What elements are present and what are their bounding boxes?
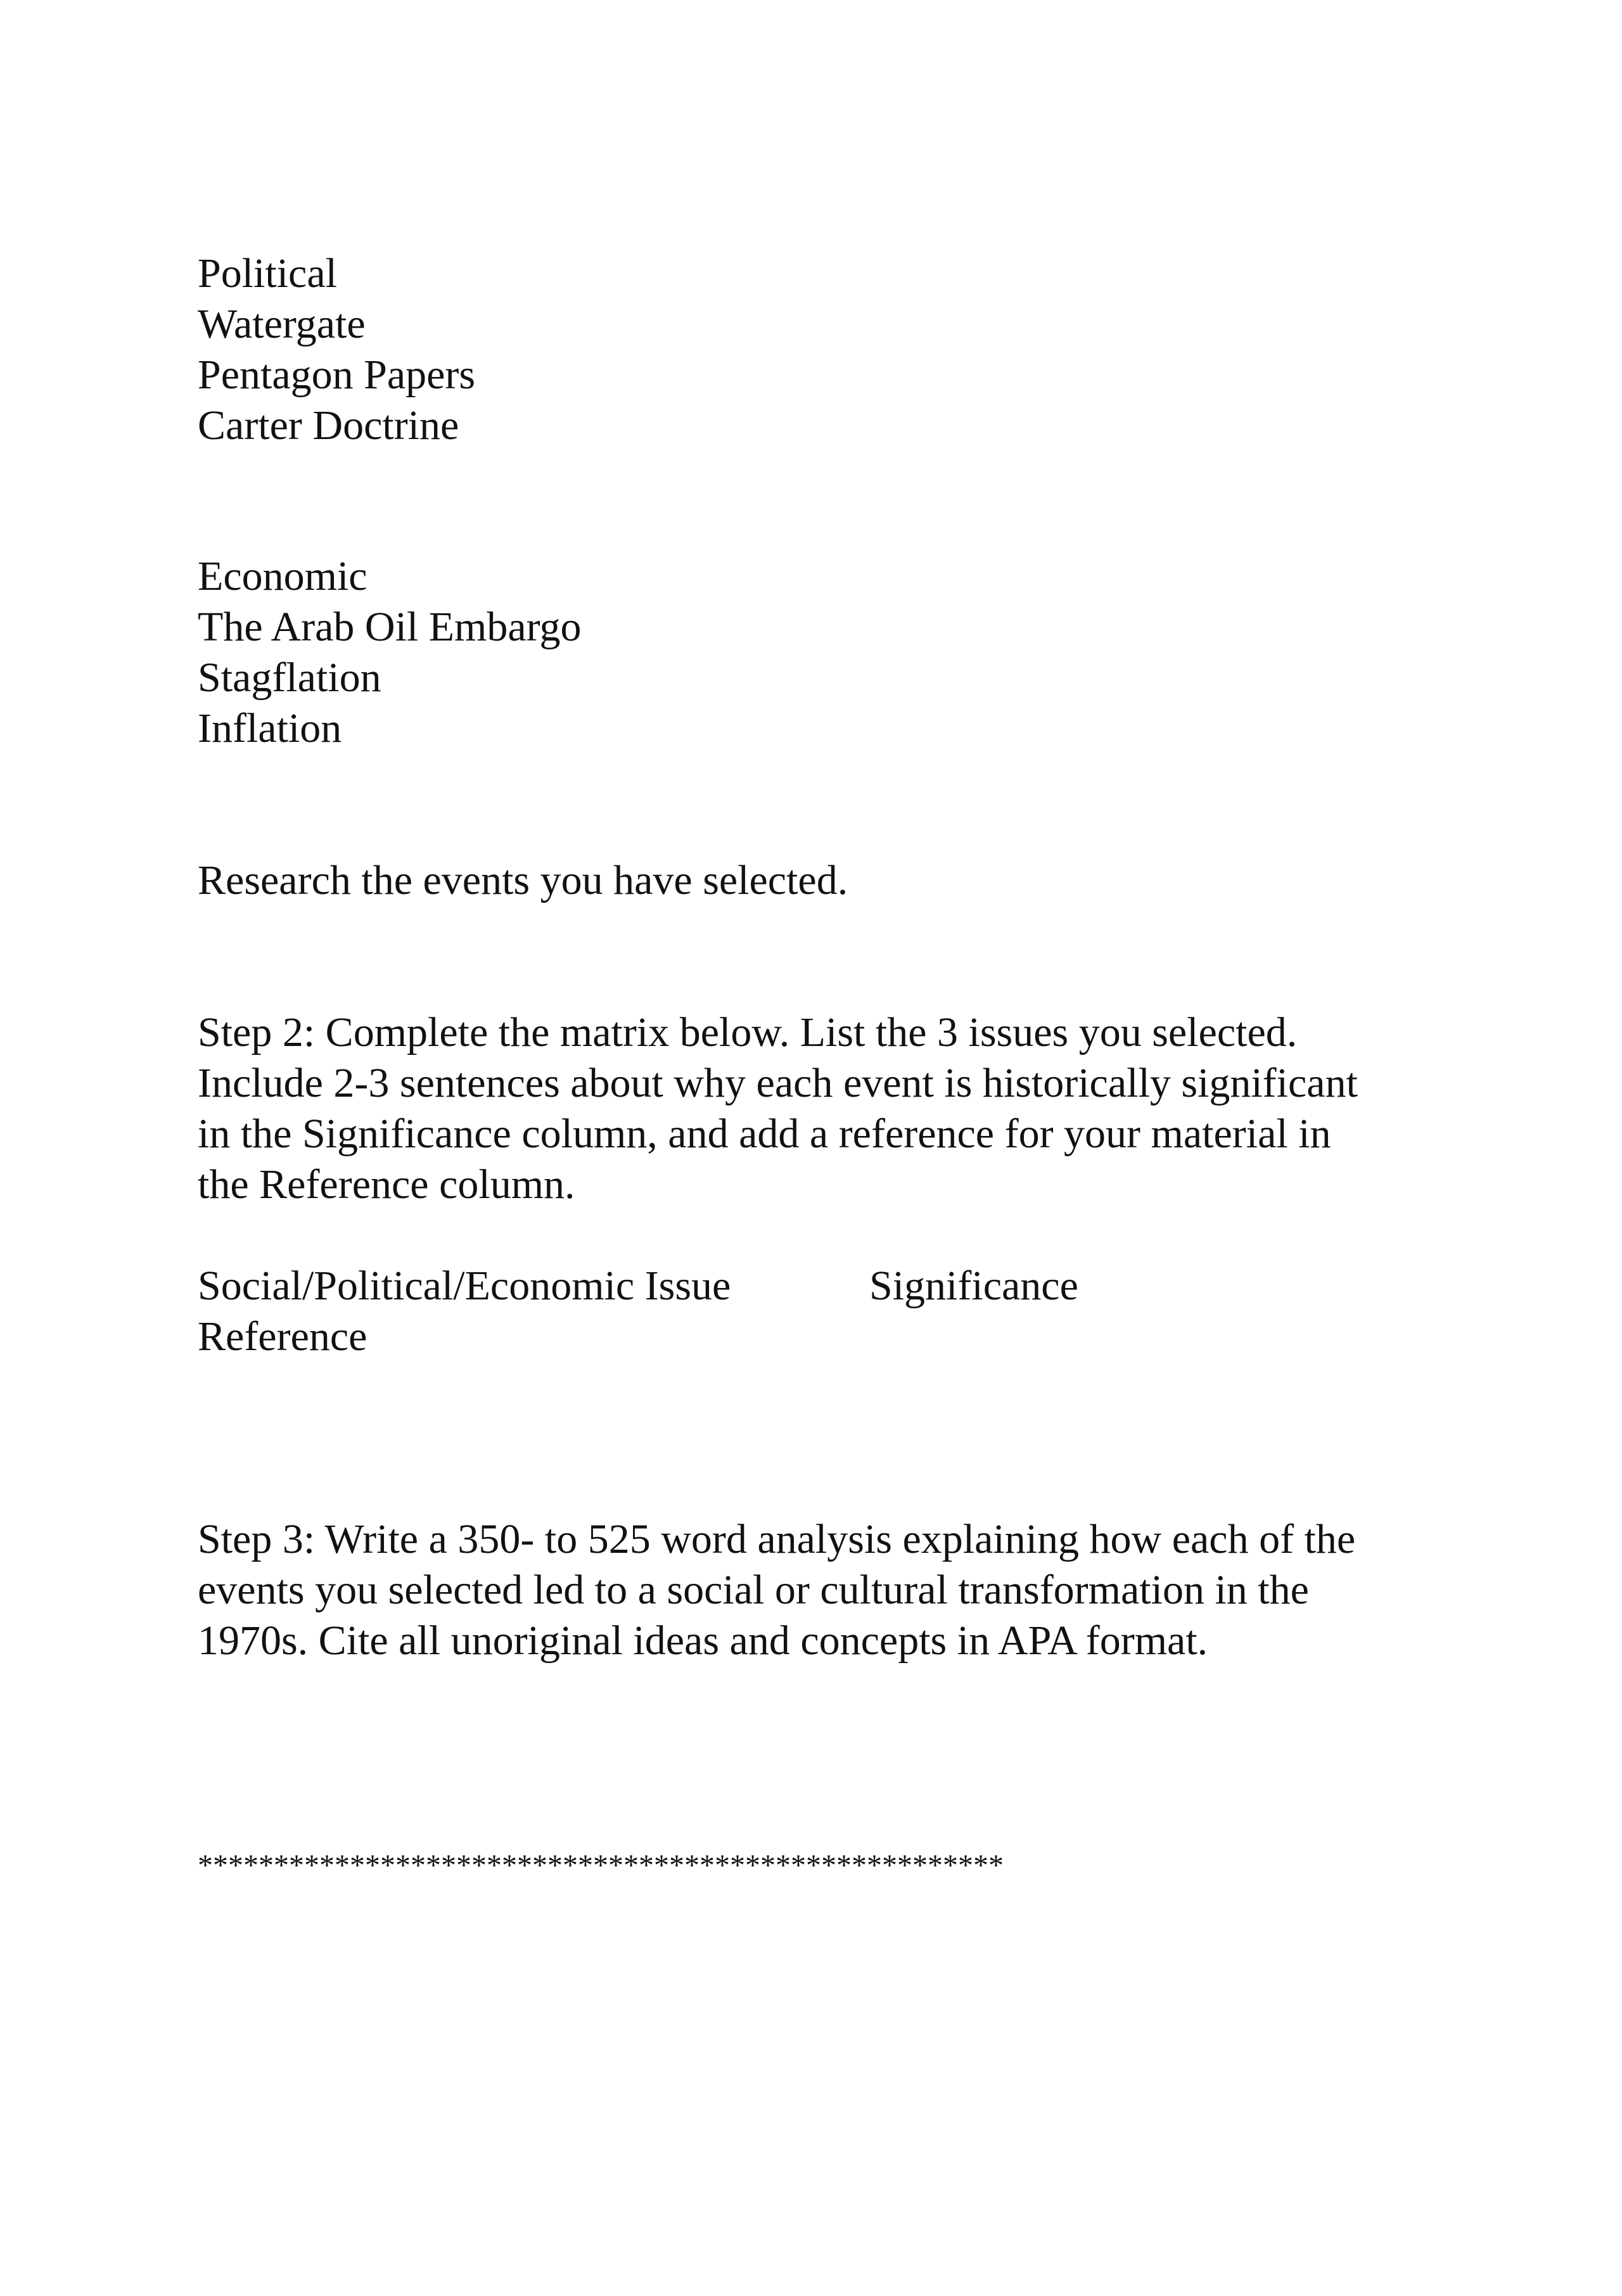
matrix-header-significance: Significance [869,1263,1078,1309]
political-heading: Political [198,250,337,297]
step2-line: the Reference column. [198,1161,575,1208]
political-item: Pentagon Papers [198,352,476,398]
economic-heading: Economic [198,553,367,599]
economic-item: The Arab Oil Embargo [198,604,582,650]
step2-line: Include 2-3 sentences about why each event is historically significant [198,1060,1358,1106]
matrix-header-reference: Reference [198,1313,367,1360]
step3-line: 1970s. Cite all unoriginal ideas and concepts in APA format. [198,1617,1208,1664]
economic-item: Stagflation [198,654,381,701]
step3-line: events you selected led to a social or cultural transformation in the [198,1567,1309,1613]
step2-line: in the Significance column, and add a reference for your material in [198,1111,1331,1157]
step2-line: Step 2: Complete the matrix below. List the 3 issues you selected. [198,1009,1298,1056]
separator-asterisks: ***************************************************** [198,1849,1004,1882]
political-item: Watergate [198,301,366,347]
economic-item: Inflation [198,705,342,751]
step3-line: Step 3: Write a 350- to 525 word analysis explaining how each of the [198,1516,1356,1562]
political-item: Carter Doctrine [198,402,459,449]
matrix-header-issue: Social/Political/Economic Issue [198,1263,731,1309]
research-instruction: Research the events you have selected. [198,857,848,903]
